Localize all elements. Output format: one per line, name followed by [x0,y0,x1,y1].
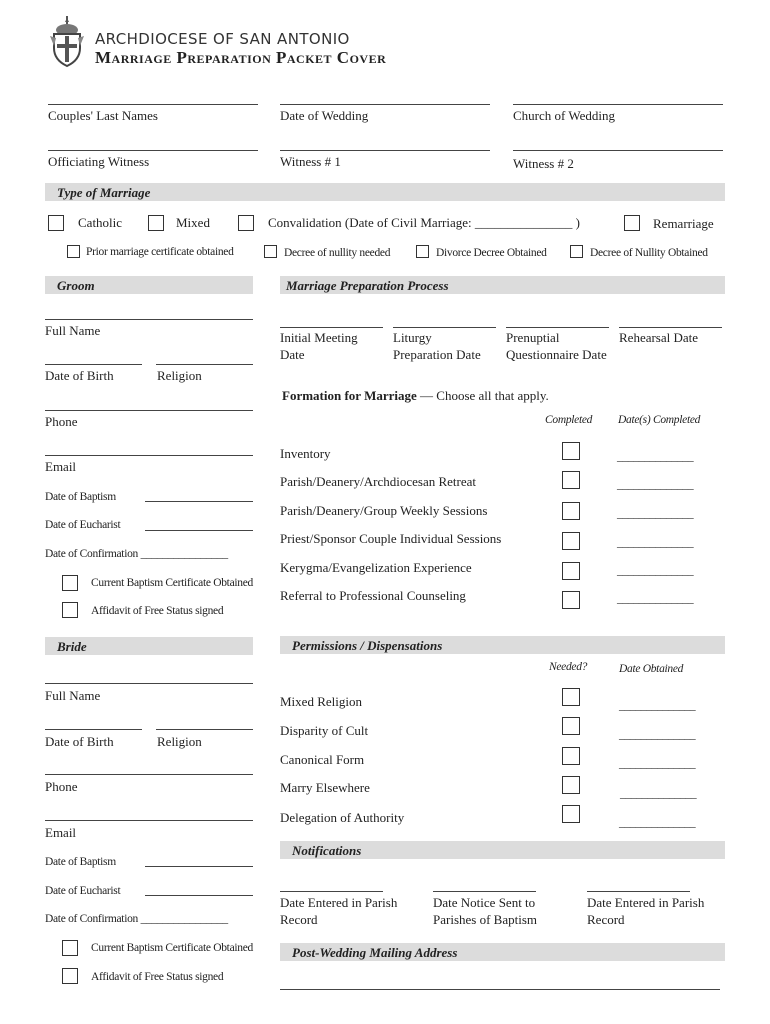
permission-mixed-religion: Mixed Religion [280,694,362,709]
witness1-field[interactable] [280,150,490,151]
groom-eucharist-field[interactable] [145,530,253,531]
witness2-field[interactable] [513,150,723,151]
formation-item-priest-sponsor: Priest/Sponsor Couple Individual Sessions [280,531,502,546]
permission-delegation: Delegation of Authority [280,810,405,825]
marry-elsewhere-checkbox[interactable] [562,776,580,794]
divorce-decree-checkbox[interactable] [416,245,429,258]
bride-full-name-field[interactable] [45,683,253,684]
remarriage-checkbox[interactable] [624,215,640,231]
bride-full-name-label: Full Name [45,688,101,703]
bride-affidavit-checkbox[interactable] [62,968,78,984]
kerygma-checkbox[interactable] [562,562,580,580]
prior-certificate-checkbox[interactable] [67,245,80,258]
officiating-witness-field[interactable] [48,150,258,151]
nullity-needed-checkbox[interactable] [264,245,277,258]
bride-email-label: Email [45,825,77,840]
nullity-needed-label: Decree of nullity needed [284,247,391,259]
remarriage-label: Remarriage [653,216,714,231]
liturgy-prep-field[interactable] [393,327,496,328]
formation-item-inventory: Inventory [280,446,331,461]
obtained-col-header: Date Obtained [619,663,684,675]
formation-item-weekly: Parish/Deanery/Group Weekly Sessions [280,503,488,518]
wedding-church-label: Church of Wedding [513,108,615,123]
formation-heading: Formation for Marriage — Choose all that apply. [282,388,549,403]
bride-dob-label: Date of Birth [45,734,114,749]
groom-confirmation-label: Date of Confirmation ________________ [45,548,228,560]
bride-phone-field[interactable] [45,774,253,775]
groom-baptism-label: Date of Baptism [45,491,116,503]
process-header: Marriage Preparation Process [280,276,725,294]
groom-religion-field[interactable] [156,364,253,365]
prior-certificate-label: Prior marriage certificate obtained [86,246,234,258]
mixed-religion-checkbox[interactable] [562,688,580,706]
bride-confirmation-label: Date of Confirmation ________________ [45,913,228,925]
bride-header: Bride [45,637,253,655]
groom-cert-checkbox[interactable] [62,575,78,591]
couples-names-label: Couples' Last Names [48,108,158,123]
formation-item-counseling: Referral to Professional Counseling [280,588,466,603]
parish-record-label: Date Entered in Parish [280,895,398,910]
groom-religion-label: Religion [157,368,202,383]
groom-eucharist-label: Date of Eucharist [45,519,121,531]
initial-meeting-label-2: Date [280,347,305,362]
bride-affidavit-label: Affidavit of Free Status signed [91,971,224,983]
formation-item-kerygma: Kerygma/Evangelization Experience [280,560,472,575]
permissions-header: Permissions / Dispensations [280,636,725,654]
archdiocese-crest-icon [48,16,86,68]
couples-names-field[interactable] [48,104,258,105]
parish-record-label-2: Record [280,912,318,927]
type-of-marriage-header: Type of Marriage [45,183,725,201]
parish-record-date-field[interactable] [280,891,383,892]
counseling-date-field[interactable]: ______________ [617,593,694,605]
parish-record-2-label: Date Entered in Parish [587,895,705,910]
prenuptial-label-2: Questionnaire Date [506,347,607,362]
priest-sponsor-checkbox[interactable] [562,532,580,550]
bride-cert-checkbox[interactable] [62,940,78,956]
groom-full-name-label: Full Name [45,323,101,338]
mailing-address-field[interactable] [280,989,720,990]
prenuptial-field[interactable] [506,327,609,328]
convalidation-label: Convalidation (Date of Civil Marriage: _______________ ) [268,215,580,230]
divorce-decree-label: Divorce Decree Obtained [436,247,547,259]
groom-phone-field[interactable] [45,410,253,411]
groom-email-label: Email [45,459,77,474]
bride-religion-field[interactable] [156,729,253,730]
canonical-form-date-field[interactable]: ______________ [619,758,696,770]
nullity-obtained-label: Decree of Nullity Obtained [590,247,708,259]
page-title: Marriage Preparation Packet Cover [95,48,387,67]
parish-record-2-label-2: Record [587,912,625,927]
prenuptial-label: Prenuptial [506,330,560,345]
wedding-date-field[interactable] [280,104,490,105]
rehearsal-field[interactable] [619,327,722,328]
groom-dob-field[interactable] [45,364,142,365]
initial-meeting-label: Initial Meeting [280,330,358,345]
completed-col-header: Completed [545,414,593,426]
notice-sent-date-field[interactable] [433,891,536,892]
kerygma-date-field[interactable]: ______________ [617,565,694,577]
wedding-date-label: Date of Wedding [280,108,369,123]
groom-email-field[interactable] [45,455,253,456]
bride-baptism-label: Date of Baptism [45,856,116,868]
groom-affidavit-checkbox[interactable] [62,602,78,618]
groom-dob-label: Date of Birth [45,368,114,383]
bride-religion-label: Religion [157,734,202,749]
bride-dob-field[interactable] [45,729,142,730]
notice-sent-label: Date Notice Sent to [433,895,536,910]
officiating-witness-label: Officiating Witness [48,154,150,169]
liturgy-prep-label-2: Preparation Date [393,347,481,362]
groom-phone-label: Phone [45,414,78,429]
delegation-checkbox[interactable] [562,805,580,823]
disparity-of-cult-checkbox[interactable] [562,717,580,735]
catholic-label: Catholic [78,215,123,230]
convalidation-checkbox[interactable] [238,215,254,231]
bride-eucharist-field[interactable] [145,895,253,896]
bride-cert-label: Current Baptism Certificate Obtained [91,942,253,954]
groom-full-name-field[interactable] [45,319,253,320]
delegation-date-field[interactable]: ______________ [619,817,696,829]
groom-affidavit-label: Affidavit of Free Status signed [91,605,224,617]
permission-marry-elsewhere: Marry Elsewhere [280,780,370,795]
bride-email-field[interactable] [45,820,253,821]
wedding-church-field[interactable] [513,104,723,105]
witness1-label: Witness # 1 [280,154,341,169]
groom-header: Groom [45,276,253,294]
disparity-of-cult-date-field[interactable]: ______________ [619,729,696,741]
mailing-header: Post-Wedding Mailing Address [280,943,725,961]
counseling-checkbox[interactable] [562,591,580,609]
permission-disparity-of-cult: Disparity of Cult [280,723,369,738]
canonical-form-checkbox[interactable] [562,747,580,765]
witness2-label: Witness # 2 [513,156,574,171]
parish-record-date-field-2[interactable] [587,891,690,892]
bride-baptism-field[interactable] [145,866,253,867]
groom-cert-label: Current Baptism Certificate Obtained [91,577,253,589]
notice-sent-label-2: Parishes of Baptism [433,912,537,927]
bride-eucharist-label: Date of Eucharist [45,885,121,897]
notifications-header: Notifications [280,841,725,859]
marry-elsewhere-date-field[interactable]: ______________ [620,788,697,800]
mixed-checkbox[interactable] [148,215,164,231]
weekly-date-field[interactable]: ______________ [617,508,694,520]
rehearsal-label: Rehearsal Date [619,330,699,345]
initial-meeting-field[interactable] [280,327,383,328]
bride-phone-label: Phone [45,779,78,794]
mixed-label: Mixed [176,215,210,230]
groom-baptism-field[interactable] [145,501,253,502]
retreat-date-field[interactable]: ______________ [617,479,694,491]
retreat-checkbox[interactable] [562,471,580,489]
inventory-checkbox[interactable] [562,442,580,460]
inventory-date-field[interactable]: ______________ [617,451,694,463]
org-name: ARCHDIOCESE OF SAN ANTONIO [95,30,350,48]
weekly-checkbox[interactable] [562,502,580,520]
needed-col-header: Needed? [549,661,588,673]
priest-sponsor-date-field[interactable]: ______________ [617,537,694,549]
permission-canonical-form: Canonical Form [280,752,365,767]
dates-completed-col-header: Date(s) Completed [618,414,701,426]
formation-item-retreat: Parish/Deanery/Archdiocesan Retreat [280,474,477,489]
catholic-checkbox[interactable] [48,215,64,231]
mixed-religion-date-field[interactable]: ______________ [619,700,696,712]
liturgy-prep-label: Liturgy [393,330,432,345]
nullity-obtained-checkbox[interactable] [570,245,583,258]
